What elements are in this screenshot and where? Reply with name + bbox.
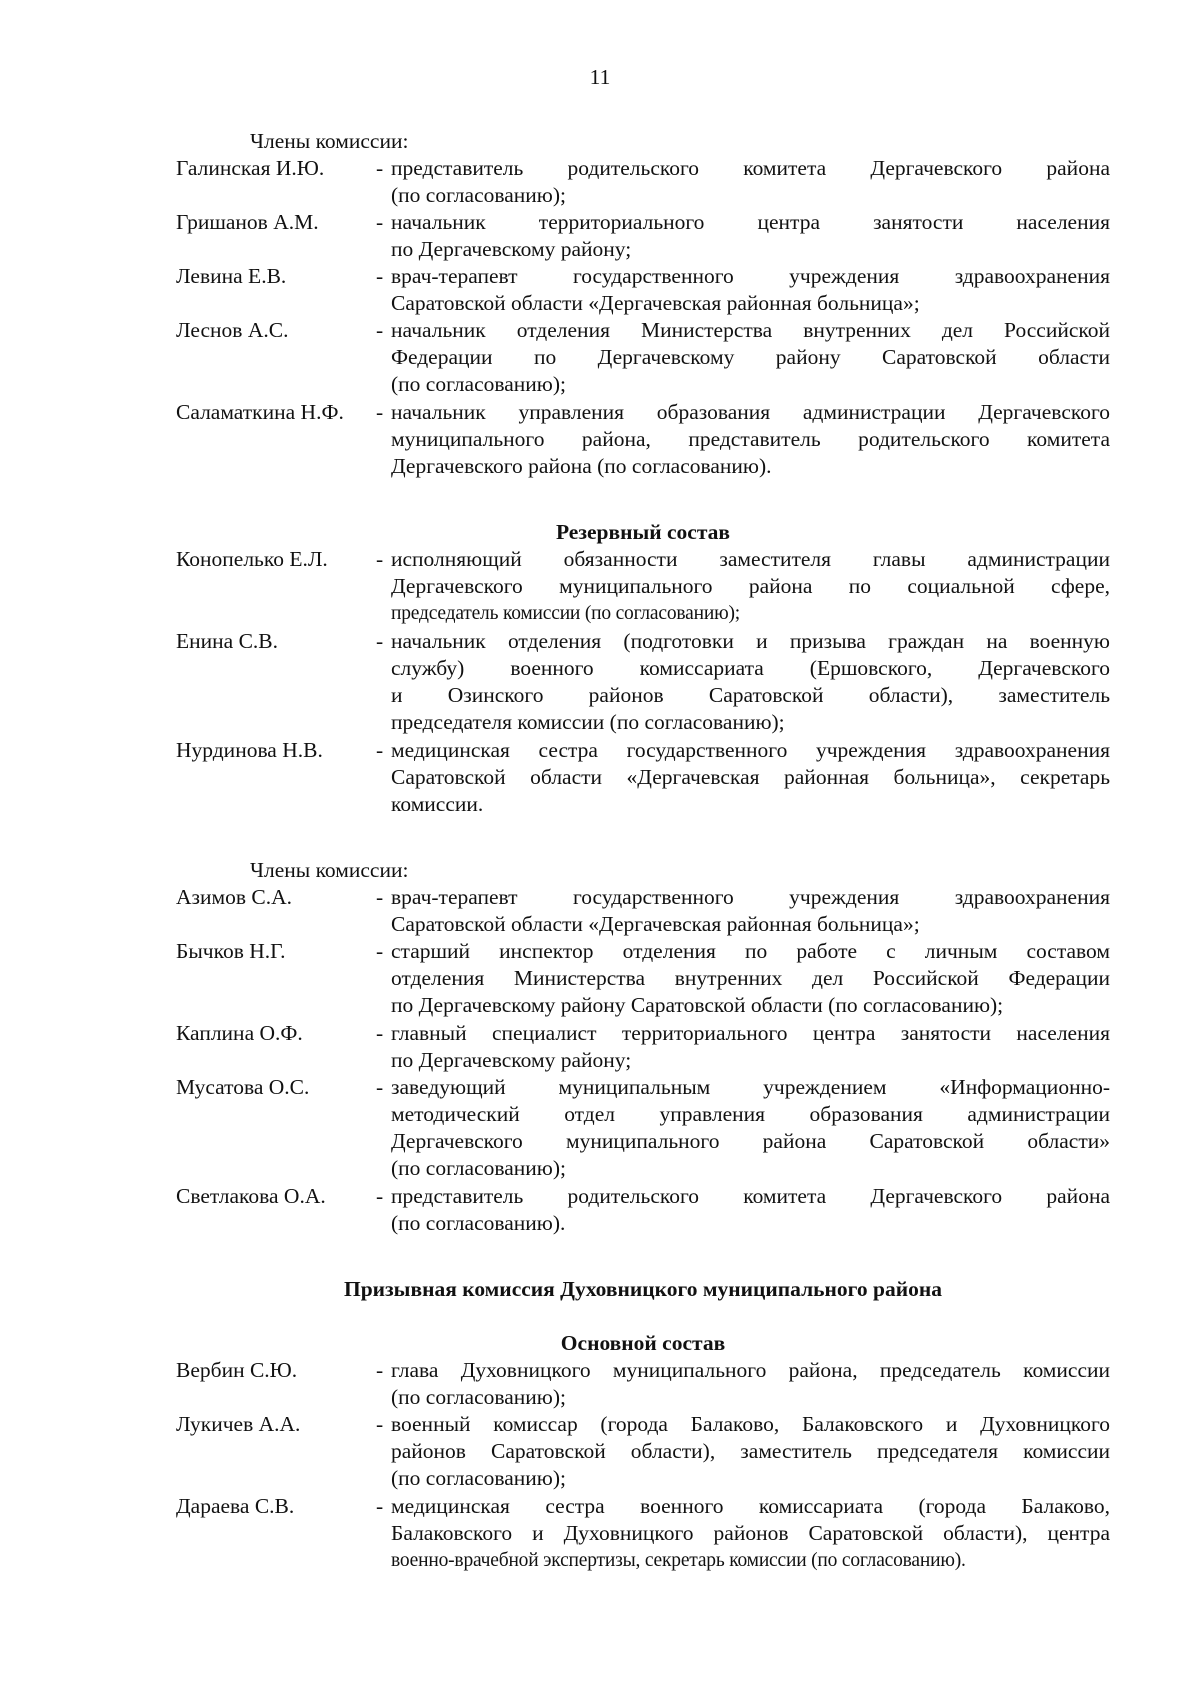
member-role [391,317,1110,398]
role-line: врач-терапевт государственного учреждения здравоохранения [391,264,1110,288]
dash: - [376,156,384,180]
member-name: Светлакова О.А. [176,1184,326,1208]
role-line: по Дергачевскому району; [391,237,632,261]
role-line: председатель комиссии (по согласованию); [391,603,740,624]
role-line: Федерации по Дергачевскому району Саратовской области [391,345,1110,369]
member-role [391,1411,1110,1492]
role-line: Балаковского и Духовницкого районов Саратовской области), центра [391,1521,1110,1545]
member-name: Каплина О.Ф. [176,1021,303,1045]
member-role [391,209,1110,263]
role-line: исполняющий обязанности заместителя главы администрации [391,547,1110,571]
role-line: медицинская сестра государственного учреждения здравоохранения [391,738,1110,762]
member-role [391,938,1110,1019]
dash: - [376,629,384,653]
role-line: (по согласованию); [391,183,566,207]
role-line: (по согласованию); [391,1385,566,1409]
member-name: Бычков Н.Г. [176,939,286,963]
dash: - [376,1358,384,1382]
dash: - [376,1184,384,1208]
member-name: Лукичев А.А. [176,1412,301,1436]
commission-title: Призывная комиссия Духовницкого муниципального района [343,1277,943,1301]
role-line: Дергачевского муниципального района по социальной сфере, [391,574,1110,598]
role-line: муниципального района, представитель родительского комитета [391,427,1110,451]
role-line: районов Саратовской области), заместитель председателя комиссии [391,1439,1110,1463]
member-name: Вербин С.Ю. [176,1358,298,1382]
member-name: Нурдинова Н.В. [176,738,323,762]
role-line: комиссии. [391,792,484,816]
role-line: Дергачевского муниципального района Саратовской области» [391,1129,1110,1153]
member-name: Леснов А.С. [176,318,289,342]
role-line: (по согласованию); [391,1466,566,1490]
role-line: старший инспектор отделения по работе с личным составом [391,939,1110,963]
role-line: врач-терапевт государственного учреждения здравоохранения [391,885,1110,909]
role-line: начальник отделения (подготовки и призыва граждан на военную [391,629,1110,653]
member-role [391,1357,1110,1411]
dash: - [376,939,384,963]
role-line: начальник отделения Министерства внутренних дел Российской [391,318,1110,342]
role-line: по Дергачевскому району Саратовской области (по согласованию); [391,993,1004,1017]
member-name: Гришанов А.М. [176,210,319,234]
section-subheading: Члены комиссии: [250,858,409,882]
member-role [391,1020,1110,1074]
role-line: и Озинского районов Саратовской области), заместитель [391,683,1110,707]
role-line: отделения Министерства внутренних дел Российской Федерации [391,966,1110,990]
dash: - [376,547,384,571]
role-line: Саратовской области «Дергачевская районная больница»; [391,912,920,936]
section-heading: Резервный состав [555,520,731,544]
member-role [391,399,1110,480]
dash: - [376,264,384,288]
role-line: Саратовской области «Дергачевская районная больница»; [391,291,920,315]
member-role [391,628,1110,736]
member-name: Дараева С.В. [176,1494,295,1518]
member-role [391,1493,1110,1574]
member-name: Конопелько Е.Л. [176,547,328,571]
member-name: Саламаткина Н.Ф. [176,400,344,424]
role-line: по Дергачевскому району; [391,1048,632,1072]
role-line: представитель родительского комитета Дергачевского района [391,1184,1110,1208]
member-role [391,1074,1110,1182]
dash: - [376,1021,384,1045]
role-line: методический отдел управления образования администрации [391,1102,1110,1126]
role-line: начальник управления образования администрации Дергачевского [391,400,1110,424]
role-line: глава Духовницкого муниципального района, председатель комиссии [391,1358,1110,1382]
dash: - [376,1075,384,1099]
section-subheading: Члены комиссии: [250,129,409,153]
dash: - [376,210,384,234]
role-line: службу) военного комиссариата (Ершовского, Дергачевского [391,656,1110,680]
role-line: председателя комиссии (по согласованию); [391,710,785,734]
role-line: (по согласованию); [391,372,566,396]
role-line: представитель родительского комитета Дергачевского района [391,156,1110,180]
role-line: начальник территориального центра занятости населения [391,210,1110,234]
member-name: Азимов С.А. [176,885,293,909]
role-line: медицинская сестра военного комиссариата (города Балаково, [391,1494,1110,1518]
role-line: (по согласованию); [391,1156,566,1180]
member-role [391,546,1110,627]
dash: - [376,400,384,424]
dash: - [376,1494,384,1518]
role-line: Саратовской области «Дергачевская районная больница», секретарь [391,765,1110,789]
member-name: Левина Е.В. [176,264,287,288]
dash: - [376,738,384,762]
member-name: Галинская И.Ю. [176,156,325,180]
member-role [391,737,1110,818]
member-name: Мусатова О.С. [176,1075,310,1099]
role-line: Дергачевского района (по согласованию). [391,454,772,478]
role-line: (по согласованию). [391,1211,566,1235]
member-role [391,155,1110,209]
page-number: 11 [589,65,611,89]
role-line: военный комиссар (города Балаково, Балаковского и Духовницкого [391,1412,1110,1436]
dash: - [376,1412,384,1436]
section-heading: Основной состав [560,1331,726,1355]
member-name: Енина С.В. [176,629,278,653]
dash: - [376,318,384,342]
member-role [391,263,1110,317]
member-role [391,1183,1110,1237]
member-role [391,884,1110,938]
dash: - [376,885,384,909]
role-line: главный специалист территориального центра занятости населения [391,1021,1110,1045]
role-line: заведующий муниципальным учреждением «Информационно- [391,1075,1110,1099]
role-line: военно-врачебной экспертизы, секретарь комиссии (по согласованию). [391,1550,966,1571]
